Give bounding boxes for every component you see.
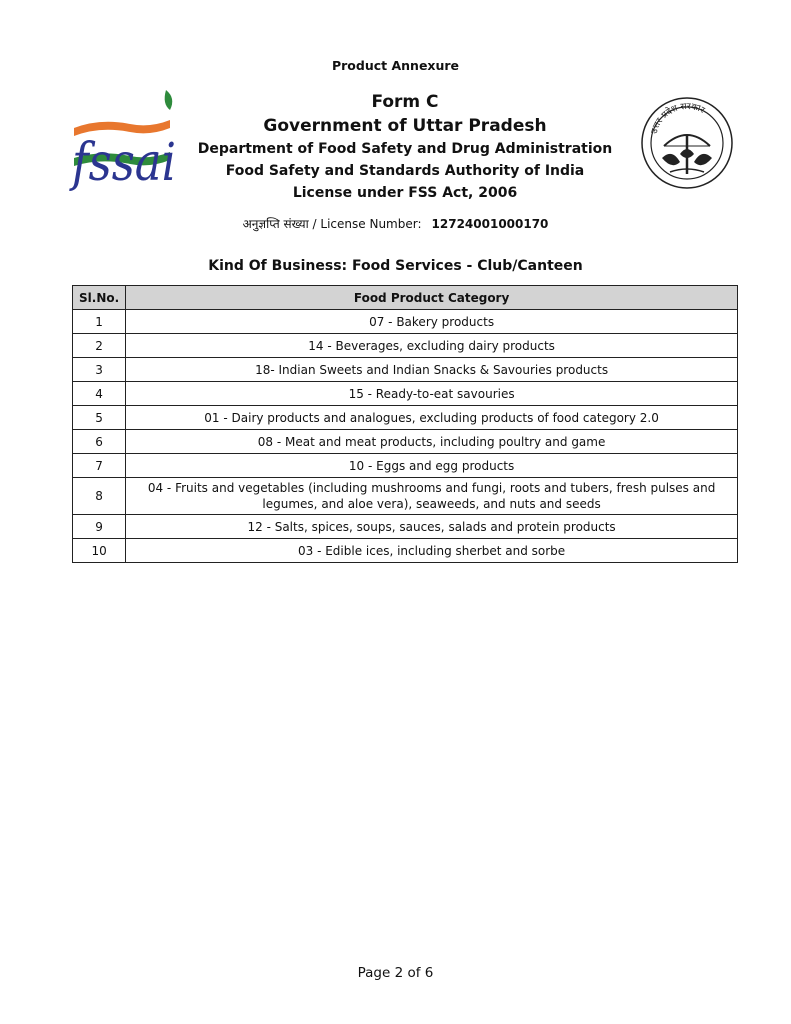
cell-slno: 5	[73, 406, 126, 430]
authority-title: Food Safety and Standards Authority of India	[225, 163, 585, 179]
kind-of-business: Kind Of Business: Food Services - Club/Canteen	[208, 258, 583, 274]
cell-category: 12 - Salts, spices, soups, sauces, salads and protein products	[126, 515, 738, 539]
form-title: Form C	[371, 92, 439, 112]
cell-category: 10 - Eggs and egg products	[126, 454, 738, 478]
cell-category: 08 - Meat and meat products, including poultry and game	[126, 430, 738, 454]
department-title: Department of Food Safety and Drug Administration	[197, 141, 613, 157]
license-label: अनुज्ञप्ति संख्या / License Number:	[242, 217, 422, 231]
cell-slno: 3	[73, 358, 126, 382]
cell-slno: 8	[73, 478, 126, 515]
document-header	[180, 90, 630, 204]
table-header-row	[73, 286, 738, 310]
cell-category: 15 - Ready-to-eat savouries	[126, 382, 738, 406]
table-row	[73, 406, 738, 430]
page-number: Page 2 of 6	[357, 965, 434, 981]
cell-slno: 2	[73, 334, 126, 358]
uttar-pradesh-emblem-icon	[640, 96, 734, 190]
act-title: License under FSS Act, 2006	[292, 185, 518, 201]
table-row	[73, 478, 738, 515]
table-row	[73, 430, 738, 454]
cell-category: 04 - Fruits and vegetables (including mushrooms and fungi, roots and tubers, fresh pulses and legumes, and aloe vera), seaweeds, and nuts and seeds	[126, 478, 738, 515]
fssai-logo-icon	[70, 84, 178, 196]
cell-category: 01 - Dairy products and analogues, excluding products of food category 2.0	[126, 406, 738, 430]
svg-text:उत्तर प्रदेश सरकार: उत्तर प्रदेश सरकार	[649, 101, 707, 135]
cell-slno: 6	[73, 430, 126, 454]
cell-category: 18- Indian Sweets and Indian Snacks & Savouries products	[126, 358, 738, 382]
svg-text:fssai: fssai	[68, 133, 176, 193]
license-line	[0, 215, 791, 232]
table-row	[73, 454, 738, 478]
cell-category: 07 - Bakery products	[126, 310, 738, 334]
cell-category: 14 - Beverages, excluding dairy products	[126, 334, 738, 358]
cell-slno: 9	[73, 515, 126, 539]
cell-slno: 10	[73, 539, 126, 563]
annexure-title: Product Annexure	[331, 58, 460, 73]
government-title: Government of Uttar Pradesh	[263, 116, 547, 136]
cell-slno: 7	[73, 454, 126, 478]
table-row	[73, 334, 738, 358]
table-row	[73, 382, 738, 406]
cell-slno: 4	[73, 382, 126, 406]
table-row	[73, 539, 738, 563]
cell-category: 03 - Edible ices, including sherbet and sorbe	[126, 539, 738, 563]
license-number: 12724001000170	[431, 217, 549, 231]
cell-slno: 1	[73, 310, 126, 334]
food-category-table	[72, 285, 738, 563]
table-row	[73, 515, 738, 539]
table-row	[73, 310, 738, 334]
header-slno: Sl.No.	[73, 286, 126, 310]
table-row	[73, 358, 738, 382]
header-category: Food Product Category	[126, 286, 738, 310]
